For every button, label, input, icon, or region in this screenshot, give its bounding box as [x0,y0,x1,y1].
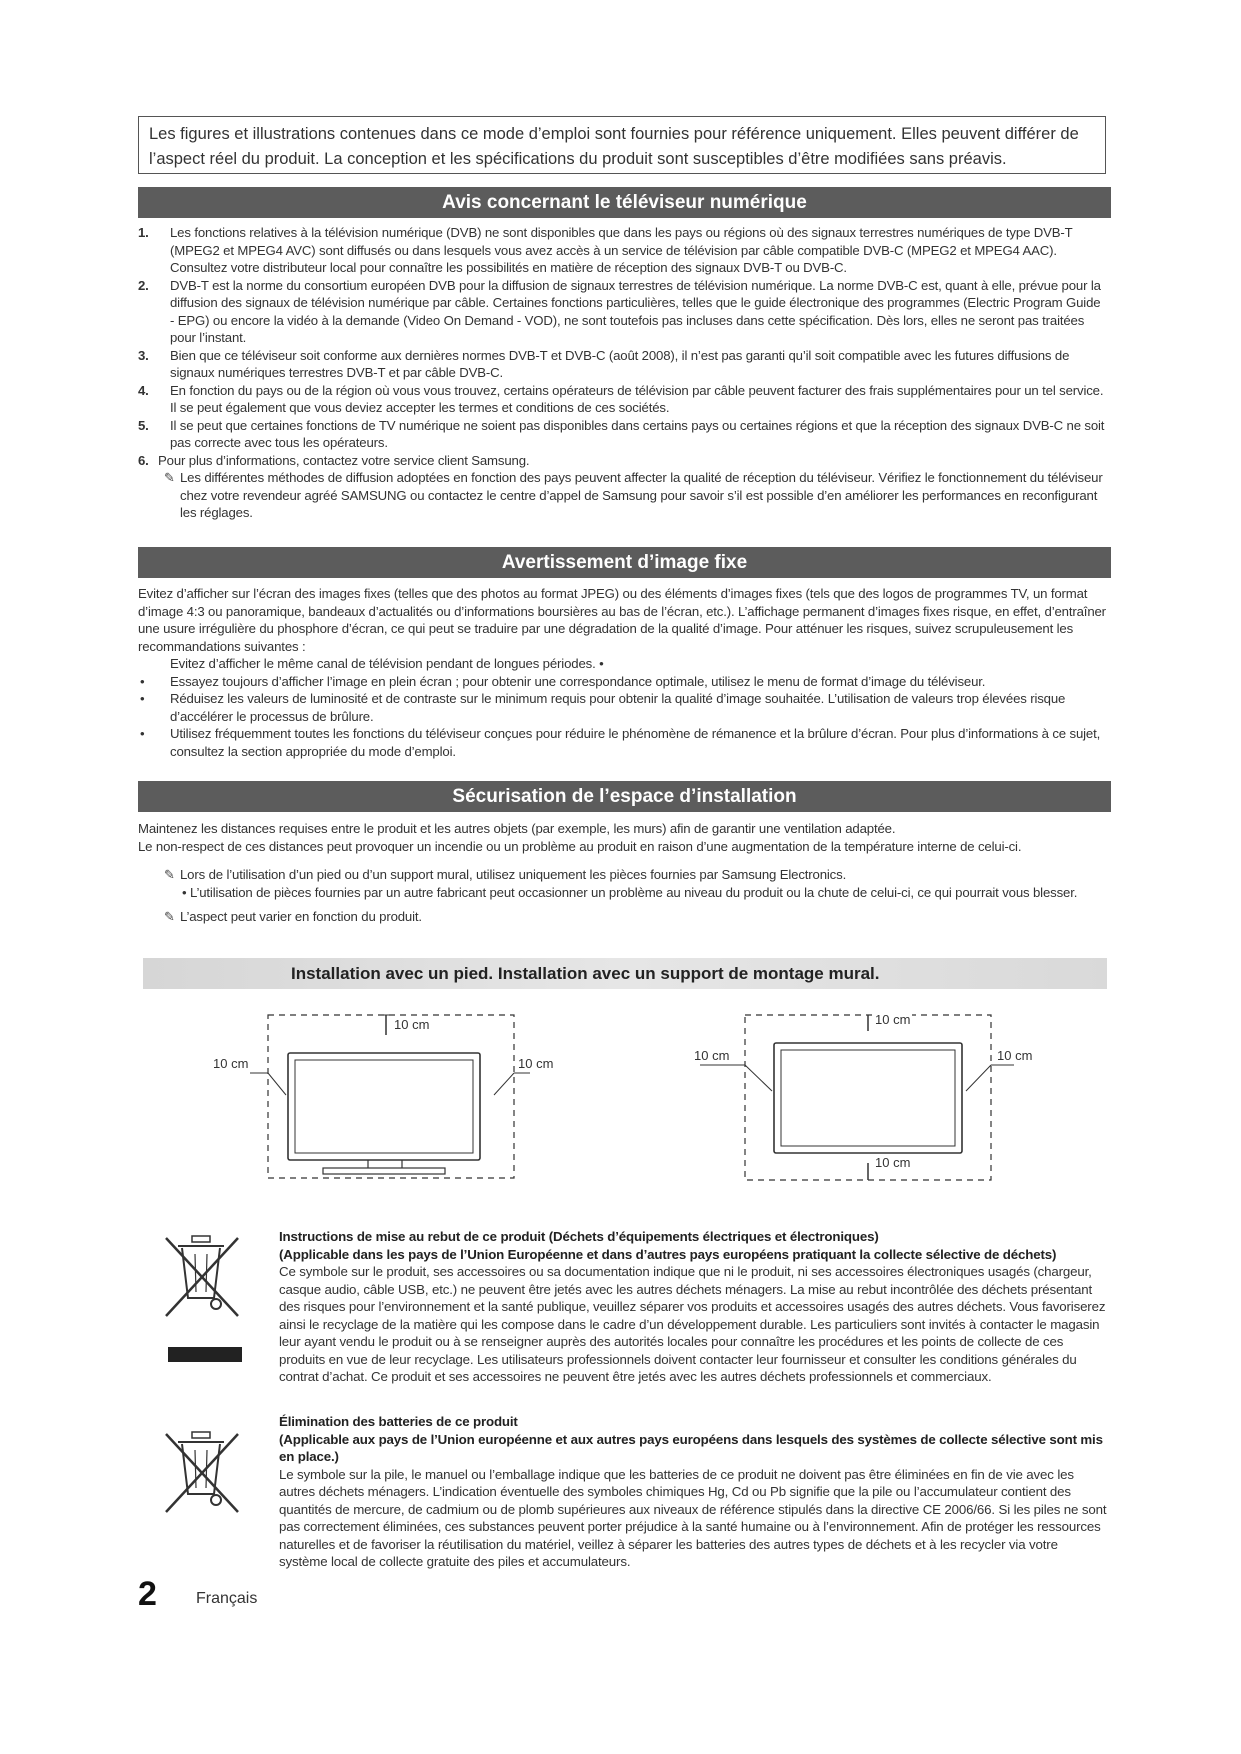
weee-body: Ce symbole sur le produit, ses accessoires ou sa documentation indique que ni le produit, ni ses accessoires électroniques usagés (chargeur, casque audio, câble USB, etc.) ne peuvent être jetés avec les autres déchets ménagers. La mise au rebut incontrôlée des déchets présentant des risques pour l’environnement et la santé publique, veuillez séparer vos produits et accessoires usagés des autres déchets. Vous favoriserez ainsi le recyclage de la matière qui les compose dans le cadre d’un développement durable. Les particuliers sont invités à contacter le magasin leur ayant vendu le produit ou à se renseigner auprès des autorités locales pour connaître les procédures et les points de collecte de ces produits en vue de leur recyclage. Les utilisateurs professionnels doivent contacter leur fournisseur et consulter les conditions générales du contrat d’achat. Ce produit et ses accessoires ne peuvent être jetés avec les autres déchets professionnels et commerciaux. [279,1264,1106,1384]
list-item: • Réduisez les valeurs de luminosité et de contraste sur le minimum requis pour obtenir la qualité d’image souhaitée. L’utilisation de valeurs trop élevées risque d’accélérer le processus de brûlure. [140,691,1066,724]
battery-subtitle: (Applicable aux pays de l’Union européenne et aux autres pays européens dans lesquels des systèmes de collecte sélective sont mis en place.) [279,1431,1103,1464]
wall-mount-clearance-diagram [690,1003,1020,1183]
tv-screen [781,1050,955,1146]
stand-top-clearance: 10 cm [394,1017,430,1032]
still-image-content [138,585,1106,760]
section-title-digital-tv: Avis concernant le téléviseur numérique [138,187,1111,218]
tv-outline [774,1043,962,1153]
stand-clearance-diagram [190,1005,550,1185]
note-icon: ✎ [164,867,175,882]
stand-right-clearance: 10 cm [518,1056,554,1071]
weee-title: Instructions de mise au rebut de ce produit (Déchets d’équipements électriques et électroniques) [279,1229,879,1244]
list-item: 4. En fonction du pays ou de la région où vous vous trouvez, certains opérateurs de télévision par câble peuvent facturer des frais supplémentaires pour un tel service. Il se peut également que vous deviez accepter les termes et conditions de ces sociétés. [138,382,1104,415]
crossed-battery-bin-icon [158,1428,248,1523]
stand-left-clearance: 10 cm [213,1056,249,1071]
note-icon: ✎ [164,470,175,485]
weee-subtitle: (Applicable dans les pays de l’Union Européenne et dans d’autres pays européens pratiquant la collecte sélective de déchets) [279,1246,1057,1262]
battery-disposal-section [279,1413,1107,1571]
tv-stand [323,1168,445,1174]
battery-title: Élimination des batteries de ce produit [279,1414,518,1429]
battery-body: Le symbole sur la pile, le manuel ou l’emballage indique que les batteries de ce produit ne doivent pas être éliminées en fin de vie avec les autres déchets ménagers. L’indication éventuelle des symboles chimiques Hg, Cd ou Pb signifie que la pile ou l’accumulateur contient des quantités de mercure, de cadmium ou de plomb supérieures aux niveaux de référence stipulés dans la directive CE 2006/66. Si les piles ne sont pas correctement éliminées, ces substances peuvent porter préjudice à la santé humaine ou à l’environnement. Afin de protéger les ressources naturelles et de favoriser la réutilisation du matériel, veillez à séparer les batteries des autres types de déchets et à les recycler via votre système local de collecte gratuite des piles et accumulateurs. [279,1466,1107,1569]
tv-screen [295,1060,473,1153]
tv-outline [288,1053,480,1160]
list-item: Evitez d’afficher le même canal de télévision pendant de longues périodes. • [170,656,604,671]
wall-right-clearance: 10 cm [997,1048,1033,1063]
wall-top-clearance: 10 cm [875,1012,911,1027]
installation-subheader: Installation avec un pied. Installation avec un support de montage mural. [143,958,1107,989]
page-number: 2 [138,1575,157,1613]
wall-left-clearance: 10 cm [694,1048,730,1063]
clearance-outline [745,1015,991,1180]
list-item: • Essayez toujours d’afficher l’image en plein écran ; pour obtenir une correspondance optimale, utilisez le menu de format d’image du téléviseur. [140,673,986,689]
installation-notes [138,866,1106,926]
section-title-still-image: Avertissement d’image fixe [138,547,1111,578]
note-paragraph: ✎ Lors de l’utilisation d’un pied ou d’un support mural, utilisez uniquement les pièces fournies par Samsung Electronics. [164,867,847,882]
list-item: 6. Pour plus d’informations, contactez votre service client Samsung. [138,452,530,468]
note-paragraph: ✎ L’aspect peut varier en fonction du produit. [164,909,422,924]
page-language: Français [196,1590,258,1607]
note-subparagraph: • L’utilisation de pièces fournies par un autre fabricant peut occasionner un problème au niveau du produit ou la chute de celui-ci, ce qui pourrait vous blesser. [182,884,1078,900]
installation-intro: Maintenez les distances requises entre le produit et les autres objets (par exemple, les murs) afin de garantir une ventilation adaptée. Le non-respect de ces distances peut provoquer un incendie ou un problème au produit en raison d’une augmentation de la température interne de celui-ci. [138,821,1022,854]
digital-tv-list [138,224,1106,522]
still-image-intro: Evitez d’afficher sur l’écran des images fixes (telles que des photos au format JPEG) ou des éléments d’images fixes (tels que des logos de programmes TV, un format d’image 4:3 ou panoramique, bandeaux d’actualités ou d’informations boursières au bas de l’écran, etc.). L’affichage permanent d’images fixes risque, en effet, d’entraîner une usure irrégulière du phosphore d’écran, ce qui peut se traduire par une dégradation de la qualité d’image. Pour atténuer les risques, suivez scrupuleusement les recommandations suivantes : [138,586,1106,654]
wall-bottom-clearance: 10 cm [875,1155,911,1170]
crossed-bin-icon [158,1232,248,1362]
section-title-installation: Sécurisation de l’espace d’installation [138,781,1111,812]
list-item: 5. Il se peut que certaines fonctions de TV numérique ne soient pas disponibles dans certains pays ou certaines régions et que la réception des signaux DVB-C ne soit pas correcte avec tous les opérateurs. [138,417,1105,450]
list-item: 2. DVB-T est la norme du consortium européen DVB pour la diffusion de signaux terrestres de télévision numérique. La norme DVB-C est, quant à elle, prévue pour la diffusion des signaux de télévision numérique par câble. Certaines fonctions particulières, telles que le guide électronique des programmes (Electric Program Guide - EPG) ou encore la vidéo à la demande (Video On Demand - VOD), ne sont toutefois pas incluses dans cette spécification. Dès lors, elles ne seront pas traitées pour l’instant. [138,277,1101,345]
list-item: 3. Bien que ce téléviseur soit conforme aux dernières normes DVB-T et DVB-C (août 2008), il n’est pas garanti qu’il soit compatible avec les futures diffusions de signaux numériques terrestres DVB-T et par câble DVB-C. [138,347,1070,380]
weee-disposal-section [279,1228,1107,1386]
note-icon: ✎ [164,909,175,924]
list-item: 1. Les fonctions relatives à la télévision numérique (DVB) ne sont disponibles que dans les pays ou régions où des signaux terrestres numériques de type DVB-T (MPEG2 et MPEG4 AVC) sont diffusés ou dans lesquels vous avez accès à un service de télévision par câble compatible DVB-C (MPEG2 et MPEG4 AAC). Consultez votre distributeur local pour connaître les possibilités en matière de réception des signaux DVB-T ou DVB-C. [138,225,1073,275]
disclaimer-box [138,116,1106,174]
note-paragraph: ✎ Les différentes méthodes de diffusion adoptées en fonction des pays peuvent affecter la qualité de réception du téléviseur. Vérifiez le fonctionnement du téléviseur chez votre revendeur agréé SAMSUNG ou contactez le centre d’appel de Samsung pour savoir s’il est possible d’en améliorer les performances en reconfigurant les réglages. [164,470,1103,520]
clearance-outline [268,1015,514,1178]
disclaimer-text: Les figures et illustrations contenues dans ce mode d’emploi sont fournies pour référence uniquement. Elles peuvent différer de l’aspect réel du produit. La conception et les spécifications du produit sont susceptibles d’être modifiées sans préavis. [149,125,1079,168]
list-item: • Utilisez fréquemment toutes les fonctions du téléviseur conçues pour réduire le phénomène de rémanence et la brûlure d’écran. Pour plus d’informations à ce sujet, consultez la section appropriée du mode d’emploi. [140,726,1101,759]
